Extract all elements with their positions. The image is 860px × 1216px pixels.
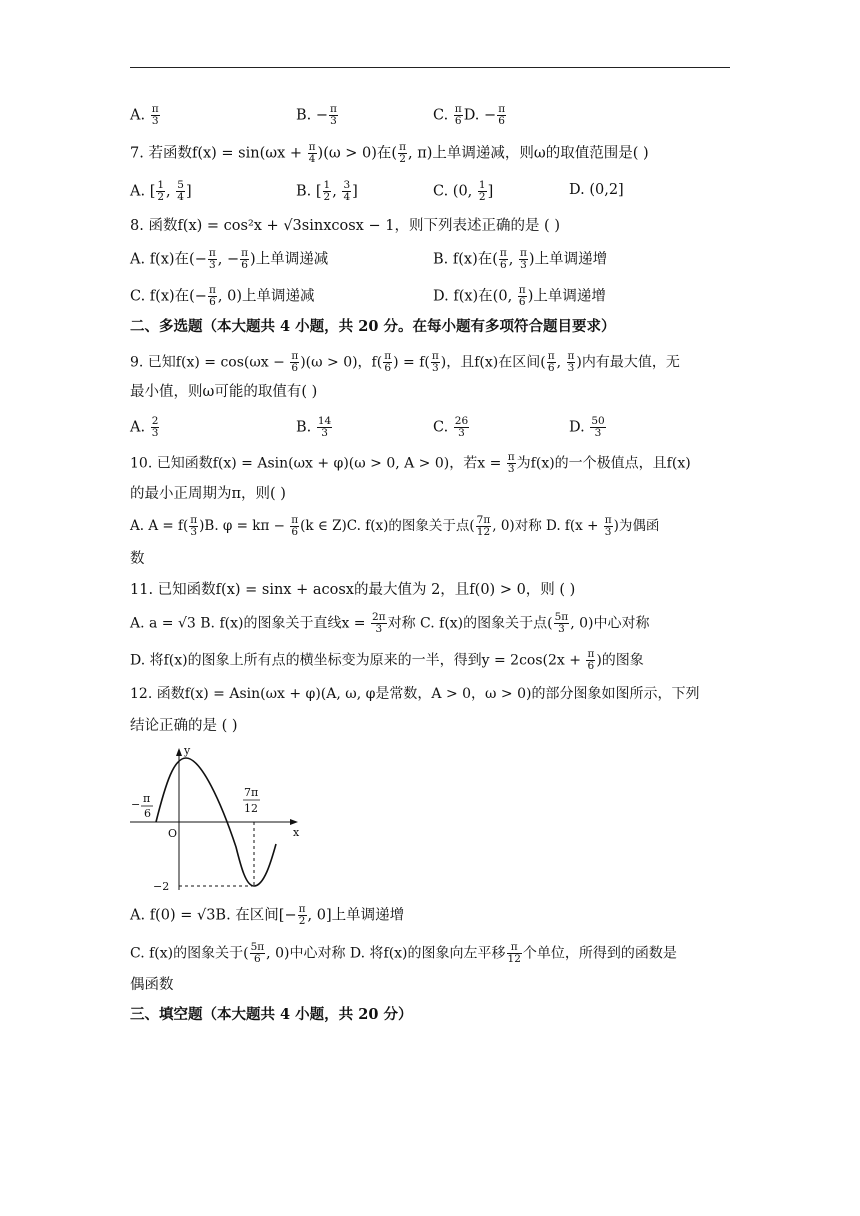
section-heading-multi-choice: 二、多选题（本大题共 4 小题，共 20 分。在每小题有多项符合题目要求） xyxy=(130,318,616,335)
q12-stem-line2: 结论正确的是 ( ) xyxy=(130,718,238,734)
q6-option-b: B. − $\frac{\pi}{3}$ xyxy=(296,103,337,127)
q8-option-a: A. f(x)在(− $\frac{\pi}{3}$ , − $\frac{\pi}{6}$ )上单调递减 xyxy=(130,247,329,271)
q9-option-d: D. $\frac{50}{3}$ xyxy=(569,415,605,439)
q7-option-b: B. [ $\frac{1}{2}$ , $\frac{3}{4}$ ] xyxy=(296,179,358,203)
q8-option-b: B. f(x)在( $\frac{\pi}{6}$ , $\frac{\pi}{3}$ )上单调递增 xyxy=(433,247,608,271)
q9-option-a: A. $\frac{2}{3}$ xyxy=(130,415,159,439)
q12-sine-graph xyxy=(126,742,306,892)
q7-stem: 7. 若函数f(x) = sin(ωx + $\frac{\pi}{4}$ )(ω > 0)在( $\frac{\pi}{2}$ , π)上单调递减，则ω的取值范围是( ) xyxy=(130,141,649,165)
q6-option-cd: C. $\frac{\pi}{6}$ D. − $\frac{\pi}{6}$ xyxy=(433,103,506,127)
q8-option-c: C. f(x)在(− $\frac{\pi}{6}$ , 0)上单调递减 xyxy=(130,284,315,308)
left-zero-label-denominator: 6 xyxy=(144,807,151,820)
q10-options-line2: 数 xyxy=(130,551,145,567)
y-axis-label: y xyxy=(184,744,191,757)
q12-stem-line1: 12. 函数f(x) = Asin(ωx + φ)(A, ω, φ是常数，A > 0，ω > 0)的部分图象如图所示，下列 xyxy=(130,686,700,702)
header-rule xyxy=(130,67,730,68)
x-axis-arrow-icon xyxy=(290,819,298,825)
q7-option-a: A. [ $\frac{1}{2}$ , $\frac{5}{4}$ ] xyxy=(130,179,192,203)
q6-option-a: A. $\frac{\pi}{3}$ xyxy=(130,103,159,127)
right-point-label-numerator: 7π xyxy=(244,786,259,799)
origin-label: O xyxy=(168,827,178,840)
q9-option-b: B. $\frac{14}{3}$ xyxy=(296,415,332,439)
q10-stem-line1: 10. 已知函数f(x) = Asin(ωx + φ)(ω > 0, A > 0)，若x = $\frac{\pi}{3}$ 为f(x)的一个极值点，且f(x) xyxy=(130,451,691,475)
y-axis-arrow-icon xyxy=(176,748,182,756)
right-point-label-denominator: 12 xyxy=(244,802,258,815)
x-axis-label: x xyxy=(293,826,300,839)
q10-stem-line2: 的最小正周期为π，则( ) xyxy=(130,486,286,502)
q9-option-c: C. $\frac{26}{3}$ xyxy=(433,415,469,439)
q7-option-c: C. (0, $\frac{1}{2}$ ] xyxy=(433,179,494,203)
q9-stem-line1: 9. 已知f(x) = cos(ωx − $\frac{\pi}{6}$ )(ω > 0)，f( $\frac{\pi}{6}$ ) = f( $\frac{\pi}{3}$ )，且f(x)在区间( $\frac{\pi}{6}$ , $\frac{\pi}{3}$ )内有最大值，无 xyxy=(130,350,680,374)
q12-options-ab: A. f(0) = √3B. 在区间[− $\frac{\pi}{2}$ , 0]上单调递增 xyxy=(130,903,405,927)
q11-stem: 11. 已知函数f(x) = sinx + acosx的最大值为 2，且f(0) > 0，则 ( ) xyxy=(130,582,576,598)
q10-options: A. A = f( $\frac{\pi}{3}$ )B. φ = kπ − $\frac{\pi}{6}$ (k ∈ Z)C. f(x)的图象关于点( $\frac{7\pi}{12}$ , 0)对称 D. f(x + $\frac{\pi}{3}$ )为偶函 xyxy=(130,514,660,538)
q9-stem-line2: 最小值，则ω可能的取值有( ) xyxy=(130,384,318,400)
min-value-label: −2 xyxy=(153,880,170,892)
q7-option-d: D. (0,2] xyxy=(569,182,624,198)
q8-option-d: D. f(x)在(0, $\frac{\pi}{6}$ )上单调递增 xyxy=(433,284,606,308)
q11-option-d: D. 将f(x)的图象上所有点的横坐标变为原来的一半，得到y = 2cos(2x + $\frac{\pi}{6}$ )的图象 xyxy=(130,648,644,672)
left-zero-label-sign: − xyxy=(131,798,141,811)
q12-options-cd-line2: 偶函数 xyxy=(130,977,174,993)
q12-options-cd: C. f(x)的图象关于( $\frac{5\pi}{6}$ , 0)中心对称 D. 将f(x)的图象向左平移 $\frac{\pi}{12}$ 个单位，所得到的函数是 xyxy=(130,941,677,965)
section-heading-fill-in: 三、填空题（本大题共 4 小题，共 20 分） xyxy=(130,1006,413,1023)
left-zero-label-numerator: π xyxy=(143,792,151,805)
q8-stem: 8. 函数f(x) = cos²x + √3sinxcosx − 1，则下列表述正确的是 ( ) xyxy=(130,218,560,234)
q11-options-abc: A. a = √3 B. f(x)的图象关于直线x = $\frac{2\pi}{3}$ 对称 C. f(x)的图象关于点( $\frac{5\pi}{3}$ , 0)中心对称 xyxy=(130,611,650,635)
